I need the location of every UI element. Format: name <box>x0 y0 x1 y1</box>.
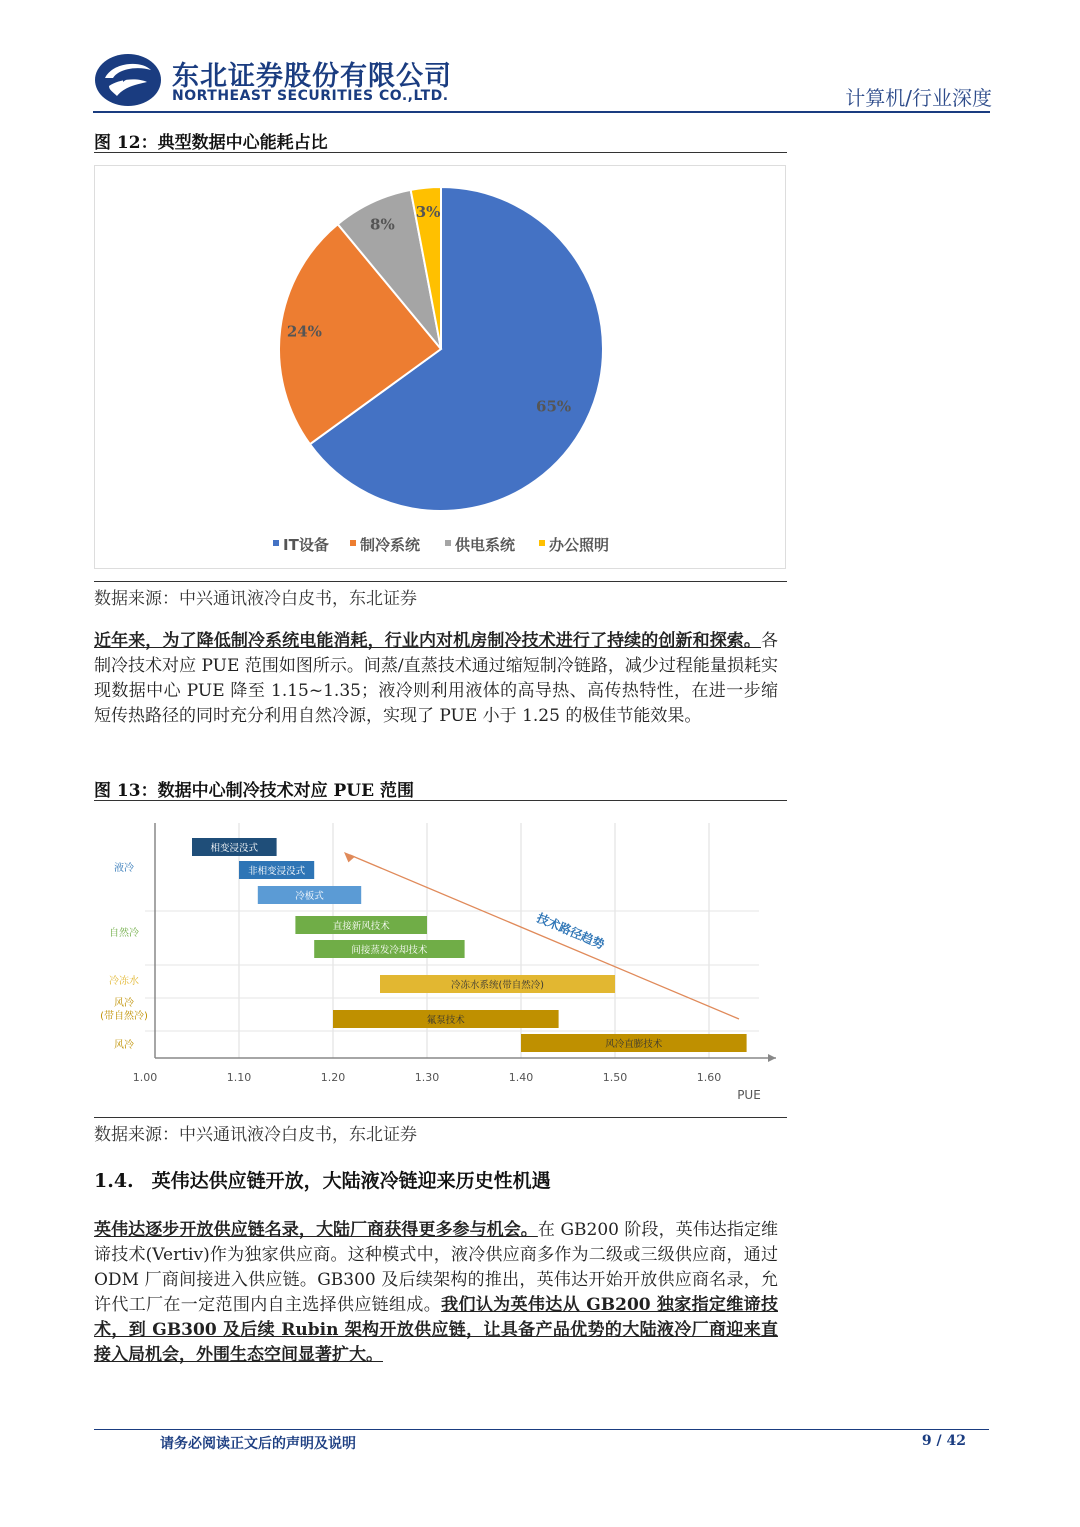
x-tick-3: 1.30 <box>414 1071 440 1084</box>
figure-12-title: 图 12：典型数据中心能耗占比 <box>94 133 328 153</box>
x-tick-4: 1.40 <box>508 1071 534 1084</box>
legend-swatch-3 <box>539 540 545 546</box>
x-tick-0: 1.00 <box>132 1071 158 1084</box>
figure-13-source: 数据来源：中兴通讯液冷白皮书，东北证券 <box>94 1125 417 1145</box>
trend-annotation: 技术路径趋势 <box>534 910 607 952</box>
figure-13-top-rule <box>94 800 787 801</box>
section-number: 1.4. <box>94 1170 134 1192</box>
header-divider <box>93 111 990 113</box>
pie-label-0: 65% <box>536 397 572 416</box>
legend-label-2: 供电系统 <box>455 536 516 554</box>
report-category: 计算机/行业深度 <box>845 86 992 110</box>
pue-bar-label-1: 非相变浸没式 <box>248 866 306 877</box>
pie-chart <box>95 166 785 568</box>
company-logo <box>93 52 163 108</box>
trend-arrow-line <box>350 855 739 1019</box>
figure-12-source: 数据来源：中兴通讯液冷白皮书，东北证券 <box>94 589 417 609</box>
paragraph-nvidia-supply-chain <box>94 1218 778 1368</box>
legend-label-1: 制冷系统 <box>360 536 421 554</box>
pue-bar-label-2: 冷板式 <box>295 891 324 902</box>
x-tick-6: 1.60 <box>696 1071 722 1084</box>
footer-divider <box>94 1429 989 1430</box>
paragraph-1-highlight: 近年来，为了降低制冷系统电能消耗，行业内对机房制冷技术进行了持续的创新和探索。 <box>94 631 761 651</box>
section-heading <box>94 1166 551 1193</box>
company-name-en: NORTHEAST SECURITIES CO.,LTD. <box>172 88 449 104</box>
paragraph-2-body: 在 GB200 阶段，英伟达指定维谛技术(Vertiv)作为独家供应商。这种模式中，液冷供应商多作为二级或三级供应商，通过 ODM 厂商间接进入供应链。GB300 及后续架构的推出，英伟达开始开放供应商名录，允许代工厂在一定范围内自主选择供应链组成。 <box>94 1220 779 1315</box>
group-label-2: 冷冻水 <box>109 976 139 987</box>
pue-bar-label-3: 直接新风技术 <box>332 921 390 932</box>
legend-swatch-0 <box>273 540 279 546</box>
pue-range-chart <box>94 805 786 1111</box>
pue-bar-label-5: 冷冻水系统(带自然冷) <box>451 980 544 991</box>
pue-chart-container <box>94 805 786 1111</box>
page-number: 9 / 42 <box>921 1433 966 1449</box>
paragraph-1-body: 各制冷技术对应 PUE 范围如图所示。间蒸/直蒸技术通过缩短制冷链路，减少过程能量损耗实现数据中心 PUE 降至 1.15~1.35；液冷则利用液体的高导热、高传热特性，在进一步缩短传热路径的同时充分利用自然冷源，实现了 PUE 小于 1.25 的极佳节能效果。 <box>94 631 778 726</box>
x-tick-5: 1.50 <box>602 1071 628 1084</box>
section-title: 英伟达供应链开放，大陆液冷链迎来历史性机遇 <box>151 1170 551 1192</box>
pie-label-2: 8% <box>370 215 395 234</box>
pue-bar-label-4: 间接蒸发冷却技术 <box>351 945 428 956</box>
group-label-1: 自然冷 <box>109 928 139 939</box>
group-label-3-b: (带自然冷) <box>100 1011 148 1022</box>
figure-13-title: 图 13：数据中心制冷技术对应 PUE 范围 <box>94 781 414 801</box>
paragraph-2-highlight-1: 英伟达逐步开放供应链名录，大陆厂商获得更多参与机会。 <box>94 1220 538 1240</box>
paragraph-2-highlight-2: 我们认为英伟达从 GB200 独家指定维谛技术，到 GB300 及后续 Rubin 架构开放供应链，让具备产品优势的大陆液冷厂商迎来直接入局机会，外围生态空间显著扩大。 <box>94 1295 778 1365</box>
pie-label-3: 3% <box>415 202 441 221</box>
legend-swatch-1 <box>350 540 356 546</box>
pie-label-1: 24% <box>286 322 322 341</box>
group-label-4: 风冷 <box>114 1040 134 1051</box>
legend-label-3: 办公照明 <box>549 536 610 554</box>
figure-12-bottom-rule <box>94 581 787 582</box>
x-axis-arrow <box>768 1054 776 1062</box>
legend-swatch-2 <box>445 540 451 546</box>
figure-12-top-rule <box>94 152 787 153</box>
paragraph-cooling-innovation <box>94 629 778 729</box>
pie-chart-container <box>94 165 786 569</box>
pue-bar-label-6: 氟泵技术 <box>426 1015 465 1026</box>
pue-bar-label-7: 风冷直膨技术 <box>605 1039 663 1050</box>
x-tick-1: 1.10 <box>226 1071 252 1084</box>
x-tick-2: 1.20 <box>320 1071 346 1084</box>
footer-disclaimer: 请务必阅读正文后的声明及说明 <box>160 1436 356 1452</box>
group-label-0: 液冷 <box>114 863 134 874</box>
x-axis-label: PUE <box>737 1088 761 1102</box>
figure-13-bottom-rule <box>94 1117 787 1118</box>
trend-arrow-head <box>341 852 355 864</box>
pue-bar-label-0: 相变浸没式 <box>210 843 259 854</box>
company-name-cn: 东北证券股份有限公司 <box>172 61 452 92</box>
group-label-3: 风冷 <box>114 998 134 1009</box>
legend-label-0: IT设备 <box>283 536 329 554</box>
